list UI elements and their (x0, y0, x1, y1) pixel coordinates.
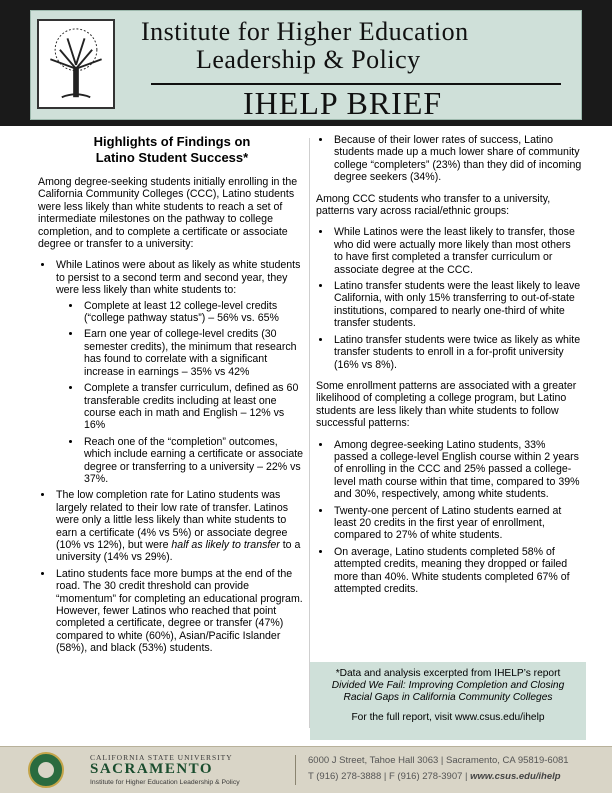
address-line: 6000 J Street, Tahoe Hall 3063 | Sacramento, CA 95819-6081 (308, 755, 569, 766)
university-seal-icon (28, 752, 64, 788)
institute-title-line1: Institute for Higher Education (141, 17, 469, 46)
bullet-text: While Latinos were about as likely as white students to persist to a second term and second year, they were less likely than white students to: (56, 259, 301, 297)
brief-title: IHELP BRIEF (243, 85, 443, 121)
heading-line1: Highlights of Findings on (93, 134, 251, 149)
list-item: • Twenty-one percent of Latino students earned at least 20 credits in the first year of enrollment, compared to 27% of white students. (332, 505, 582, 542)
list-item: • Earn one year of college-level credits (30 semester credits), the minimum that research has found to correlate with a significant increase in earnings – 35% vs 42% (82, 328, 306, 378)
main-bullet-list (38, 259, 306, 654)
footer-divider (295, 755, 296, 785)
header-panel (30, 10, 582, 120)
website-link[interactable]: www.csus.edu/ihelp (470, 771, 561, 782)
institute-title-line2: Leadership & Policy (196, 45, 421, 74)
list-item: • Complete at least 12 college-level credits (“college pathway status”) – 56% vs. 65% (82, 300, 306, 325)
findings-heading (38, 134, 306, 166)
list-item (54, 489, 306, 563)
header-banner (0, 0, 612, 126)
note-source: *Data and analysis excerpted from IHELP’s report (335, 668, 561, 679)
bullet-text: to a university (14% vs 29%). (56, 538, 301, 564)
report-link-text[interactable]: For the full report, visit www.csus.edu/ihelp (351, 711, 545, 723)
list-item: • Reach one of the “completion” outcomes, which include earning a certificate or associate degree or transferring to a university – 22% vs 37%. (82, 436, 306, 486)
left-column (38, 134, 306, 664)
bullet-text: The low completion rate for Latino students was largely related to their low rate of transfer. Latinos were only a little less likely than white students to earn a certificate (4% vs 5%) or associate degree (10% vs 12%), but were (56, 489, 289, 551)
enrollment-paragraph: Some enrollment patterns are associated with a greater likelihood of completing a college program, but Latino students are less likely than white students to follow successful patterns: (316, 379, 577, 430)
footer (0, 746, 612, 793)
list-item: • Latino transfer students were twice as likely as white transfer students to enroll in a for-profit university (16% vs 8%). (332, 334, 582, 371)
heading-line2: Latino Student Success* (95, 150, 249, 165)
institute-name: Institute for Higher Education Leadership & Policy (90, 779, 240, 786)
emphasis-text: half as likely to transfer (171, 538, 280, 551)
campus-name: SACRAMENTO (90, 761, 214, 777)
list-item: • On average, Latino students completed 58% of attempted credits, meaning they dropped or failed more than 40%. White students completed 67% of attempted credits. (332, 546, 582, 596)
completers-list (316, 134, 582, 184)
university-name: CALIFORNIA STATE UNIVERSITY (90, 753, 233, 762)
seal-center (38, 762, 54, 778)
transfer-list (316, 226, 582, 370)
enrollment-list (316, 439, 582, 596)
right-column (316, 134, 582, 604)
list-item: • Complete a transfer curriculum, defined as 60 transferable credits including at least one course each in math and English – 12% vs 16% (82, 382, 306, 432)
list-item: • Latino students face more bumps at the end of the road. The 30 credit threshold can provide “momentum” for completing an educational program. However, fewer Latinos who reached that point completed a certificate, degree or transfer (47%) compared to white (60%), Asian/Pacific Islander (58%), and black (53%) students. (54, 568, 306, 655)
list-item: • Among degree-seeking Latino students, 33% passed a college-level English course within 2 years of enrolling in the CCC and 25% passed a college-level math course within that time, compared to 39% and 30%, respectively, among white students. (332, 439, 582, 501)
list-item: • Latino transfer students were the least likely to leave California, with only 15% transferring to out-of-state institutions, compared to nearly one-third of white transfer students. (332, 280, 582, 330)
report-title: Divided We Fail: Improving Completion and Closing Racial Gaps in California Community Colleges (331, 680, 565, 704)
contact-line (308, 771, 561, 782)
transfer-paragraph: Among CCC students who transfer to a university, patterns vary across racial/ethnic groups: (316, 192, 551, 218)
phone-fax: T (916) 278-3888 | F (916) 278-3907 | (308, 771, 471, 782)
list-item (54, 259, 306, 485)
list-item: • While Latinos were the least likely to transfer, those who did were actually more likely than most others to have first completed a transfer curriculum or associate degree at the CCC. (332, 226, 582, 276)
list-item: • Because of their lower rates of success, Latino students made up a much lower share of community college “completers” (23%) than they did of incoming degree seekers (34%). (332, 134, 582, 184)
tree-logo-icon (37, 19, 115, 109)
column-divider (309, 138, 310, 728)
report-note-box (310, 662, 586, 740)
sub-bullet-list (56, 300, 306, 486)
intro-paragraph: Among degree-seeking students initially enrolling in the California Community Colleges (CCC), Latino students were less likely than white students to reach a set of intermediate milestones on the pathway to college completion, and to complete a certificate or associate degree or transfer to a university: (38, 176, 298, 251)
